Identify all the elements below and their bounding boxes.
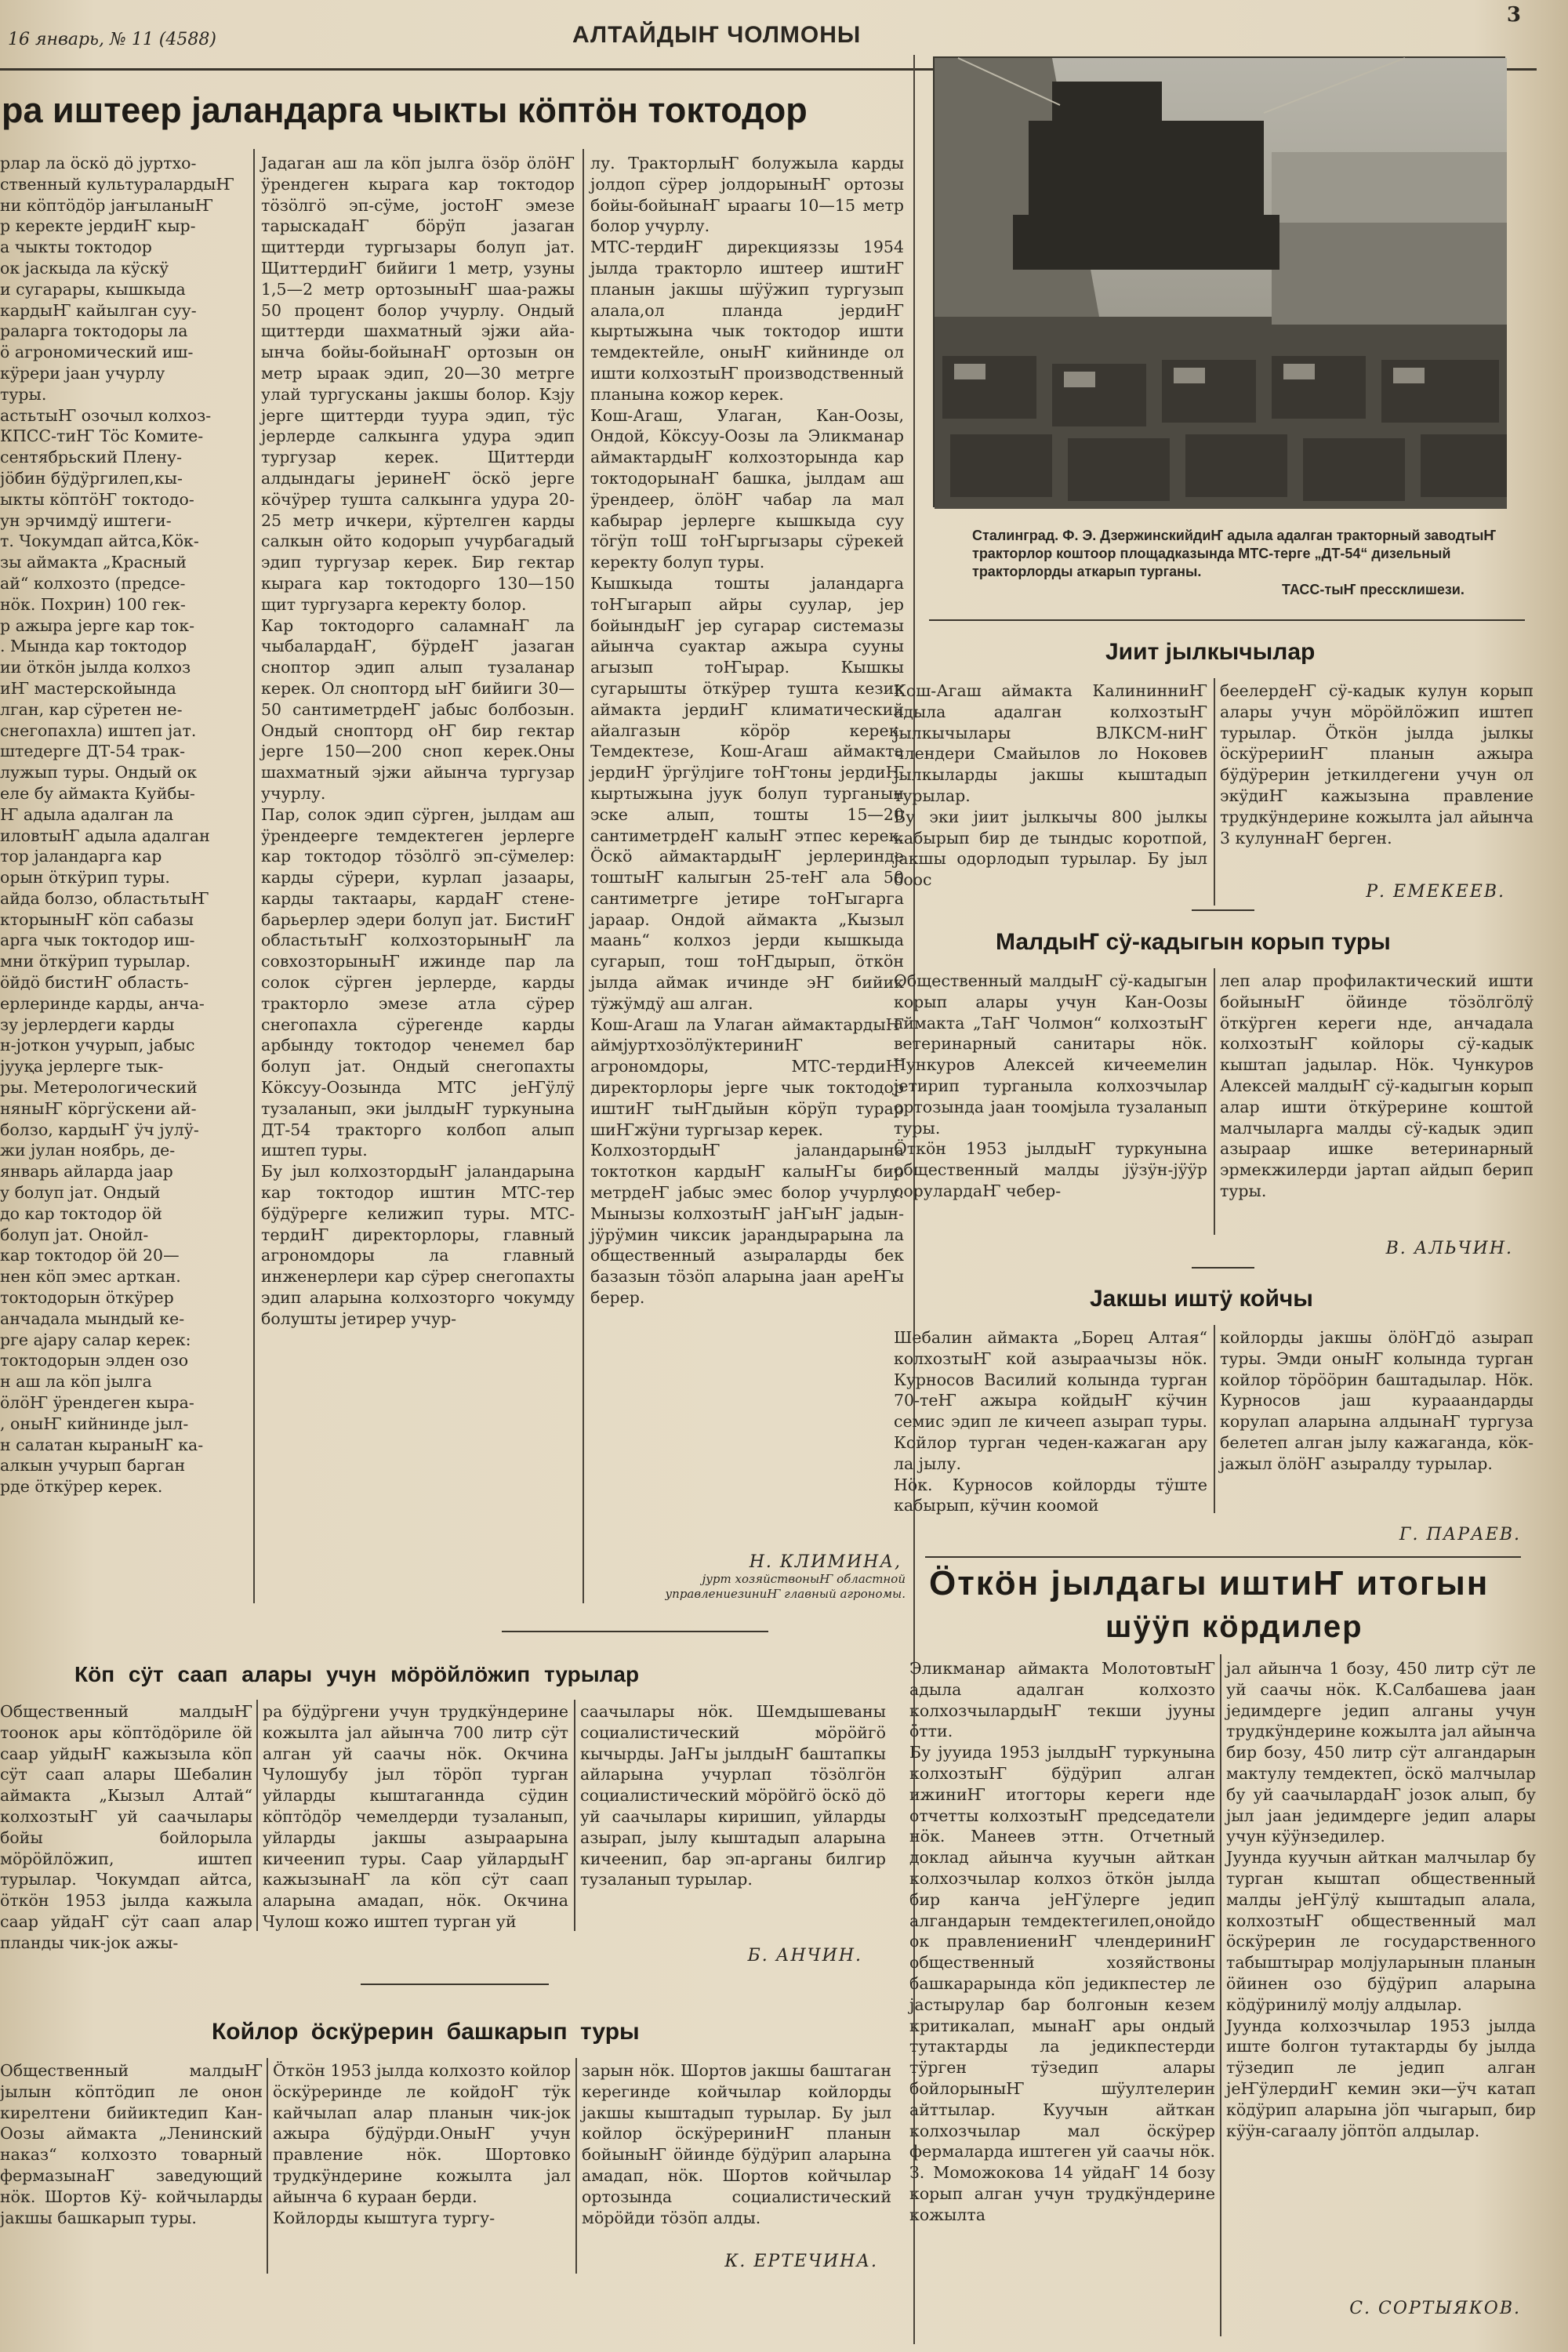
year-results-col1: Эликманар аймакта МолотовтыҤ адыла адалган колхозто колхозчылардыҤ текши јууны ӧтти. Бу јууида 1953 јылдыҤ туркунына колхозтыҤ бӱдӱрип алган ижиниҤ итогторы кереги нде отчетты колхозтыҤ председатели нӧк. Манеев эттн. Отчетный доклад айынча куучын айткан колхозчылар колхоз ӧткӧн јылда бир канча јеҤӱлерге једип алгандарын темдектегилеп,онойдо ок правлениениҤ члендериниҤ общественный хозяйствоны башкарарында кӧп једикпестер ле јастырулар бар болгонын кезем критикалап, мынаҤ ары ондый тутактарды ла једикпестерди тӱрген тӱзедип алары бойлорыныҤ шӱултелерин айттылар. Куучын айткан колхозчылар мал ӧскӱрер фермаларда иштеген уй саачы нӧк. З. Моможокова 14 уйдаҤ 14 бозу корып алган учун трудкӱндерине кожылта — [909, 1659, 1215, 2224]
livestock-health-col1: Общественный малдыҤ сӱ-кадыгын корып алары учун Кан-Оозы аймакта „ТаҤ Чолмон“ колхозтыҤ ветеринарный санитары нӧк. Чункуров Алексей кичеемелин јетирип турганыла колхозчылар ортозында јаан тоомјыла тузаланып туры. Ӧткӧн 1953 јылдыҤ туркунына общественный малды јӱзӱн-јӱӱр оорулардаҤ чебер- — [894, 971, 1207, 1200]
milk-competition-col1: Общественный малдыҤ тоонок ары кӧптӧдӧриле ӧй саар уйдыҤ кажызыла кӧп сӱт саап алары Шебалин аймакта „Кызыл Алтай“ колхозтыҤ уй саачылары бойы бойлорыла мӧрӧйлӧжип, иштеп турылар. Чокумдап айтса, ӧткӧн 1953 јылда кажыла саар уйдаҤ сӱт саап алар планды чик-јок ажы- — [0, 1702, 252, 1952]
sheep-breeding-col2: Ӧткӧн 1953 јылда колхозто койлор ӧскӱреринде ле койдоҤ тӱк кайчылап алар планын чик-јок ажыра бӱдӱрди.ОныҤ учун правление нӧк. Шортовко трудкӱндерине кожылта јал айынча 6 кураан берди. Койлорды кыштуга тургу- — [273, 2061, 571, 2227]
young-herders-col1: Кош-Агаш аймакта КалининниҤ адыла адалган колхозтыҤ јылкычылары ВЛКСМ-ниҤ члендери Смайылов ло Ноковев јылкыларды јакшы кыштадып турылар. Бу эки јиит јылкычы 800 јылкы кабырып бир де тындыс коротпой, јакшы одорлодып турылар. Бу јыл боос — [894, 681, 1207, 890]
column-divider — [253, 149, 255, 1603]
main-headline: ра иштеер јаландарга чыкты кӧптӧн токтодор — [2, 90, 808, 130]
column-divider — [575, 2058, 577, 2274]
main-article-signature: Н. КЛИМИНА, — [749, 1552, 902, 1572]
column-divider — [1214, 968, 1215, 1235]
young-herders-headline: Јиит јылкычылар — [1105, 639, 1316, 665]
sheep-breeding-col3: зарын нӧк. Шортов јакшы баштаган керегинде койчылар койлорды јакшы кыштадып турылар. Бу јыл койлор ӧскӱрериниҤ планын бойыныҤ ӧйинде бӱдӱрип аларына амадап, нӧк. Шортов койчылар ортозында социалистический мӧрӧйди тӧзӧп алды. — [582, 2061, 891, 2227]
tractor-photo-illustration — [935, 58, 1507, 509]
year-results-headline-line1: Ӧткӧн јылдагы иштиҤ итогын — [929, 1564, 1490, 1602]
column-divider — [1214, 1325, 1215, 1513]
sheep-breeding-signature: К. ЕРТЕЧИНА. — [724, 2252, 878, 2271]
milk-competition-headline: Кӧп сӱт саап алары учун мӧрӧйлӧжип турылар — [74, 1662, 640, 1686]
good-shepherd-headline: Јакшы иштӱ койчы — [1090, 1286, 1313, 1312]
column-divider — [1214, 678, 1215, 906]
main-article-col2: Јадаган аш ла кӧп јылга ӧзӧр ӧлӧҤ ӱрендеген кырага кар токтодор тӧзӧлгӧ эп-сӱме, јостоҤ эмезе тарыскадаҤ бӧрӱп јазаган щиттерди тургызары болуп јат. ЩиттердиҤ бийиги 1 метр, узуны 1,5—2 метр ортозыныҤ шаа-ражы 50 процент болор учурлу. Ондый щиттерди шахматный эјжи айа-ынча бойы-бойынаҤ ортозын он метр ыраак эдип, 20—30 метрге улай тургусканы јакшы болор. Кзју јерге щиттерди туура эдип, тӱс јерлерде салкынга удура эдип тургузар керек. Щиттерди алдындагы јеринеҤ ӧскӧ јерге кӧчӱрер тушта салкынга удура 20-25 метр ичкери, кӱртелген карды салкын ойто кодорып учурбагадый эдип тургузар керек. Бир гектар кырага кар токтодорго 130—150 щит тургузарга керекту болор. Кар токтодорго саламнаҤ ла чыбалардаҤ, бӱрдеҤ јазаган сноптор эдип алып тузаланар керек. Ол снопторд ыҤ бийиги 30—50 сантиметрдеҤ јабыс болбозын. Ондый снопторд оҤ бир гектар јерге 150—200 сноп керек.Оны шахматный эјжи айынча тургузар учурлу. Пар, солок эдип сӱрген, јылдам аш ӱрендеерге темдектеген јерлерге кар токтодор тӧзӧлгӧ эп-сӱмелер: карды сӱрери, курлап јазаары, карды тактаары, кардаҤ стене-барьерлер эдери болуп јат. БистиҤ областьтыҤ колхозторыныҤ ла совхозторыныҤ ижинде пар ла солок сӱрген јерлерде, карды тракторло эмезе атла сӱрер снегопахла сӱрегенде карды арбынду токтодор ченемел бар болуп јат. Ондый снегопахты Кӧксуу-Оозында МТС јеҤӱлӱ тузаланып, эки јылдыҤ туркунына ДТ-54 тракторго колбоп алып иштеп туры. Бу јыл колхозтордыҤ јаландарына кар токтодор иштин МТС-тер бӱдӱрерге келижип туры. МТС-тердиҤ директорлоры, главный агрономдоры ла главный инженерлери кар сӱрер снегопахты эдип аларына колхозторго чокумду болушты јетирер учур- — [261, 154, 575, 1328]
good-shepherd-col1: Шебалин аймакта „Борец Алтая“ колхозтыҤ кой азыраачызы нӧк. Курносов Василий колында турган 70-теҤ ажыра койдыҤ кӱчин семис эдип ле кичееп азырап туры. Койлор турган чеден-кажаган ару ла јылу. Нӧк. Курносов койлорды тӱште кабырып, кӱчин коомой — [894, 1328, 1207, 1515]
photo-credit: ТАСС-тыҤ прессклишези. — [1282, 582, 1465, 597]
section-divider — [502, 1631, 768, 1632]
year-results-signature: С. СОРТЫЯКОВ. — [1349, 2299, 1521, 2318]
livestock-health-signature: В. АЛЬЧИН. — [1385, 1239, 1513, 1258]
main-article-col1: рлар ла ӧскӧ дӧ јуртхо- ственный культуралардыҤ ни кӧптӧдӧр јаҥыланыҤ р керекте јердиҤ кыр- а чыкты токтодор ок јаскыда ла кӱскӱ и сугарары, кышкыда кардыҤ кайылган суу- раларга токтодоры ла ӧ агрономический иш- кӱрери јаан учурлу туры. астьтыҤ озочыл колхоз- КПСС-тиҤ Тӧс Комите- сентябрьский Плену- јӧбин бӱдӱргилеп,кы- ыкты кӧптӧҤ токтодо- ун эрчимдӱ иштеги- т. Чокумдап айтса,Кӧк- зы аймакта „Красный ай“ колхозто (предсе- нӧк. Похрин) 100 гек- р ажыра јерге кар ток- . Мында кар токтодор ии ӧткӧн јылда колхоз иҤ мастерскойында лган, кар сӱретен не- снегопахла) иштеп јат. штедерге ДТ-54 трак- лужып туры. Ондый ок еле бу аймакта Куйбы- Ҥ адыла адалган ла иловтыҤ адыла адалган тор јаландарга кар орын ӧткӱрип туры. айда болзо, областьтыҤ кторыныҤ кӧп сабазы арга чык токтодор иш- мни ӧткӱрип турылар. ӧйдӧ бистиҤ область- ерлеринде карды, анча- зу јерлердеги карды н-јоткон учурып, јабыс јууқа јерлерге тык- ры. Метерологический няныҤ кӧргӱскени ай- болзо, кардыҤ ӱч јулӱ- жи јулан ноябрь, де- январь айларда јаар у болуп јат. Ондый до кар токтодор ӧй болуп јат. Онойл- кар токтодор ӧй 20— нен кӧп эмес арткан. токтодорын ӧткӱрер анчадала мындый ке- рге ајару салар керек: токтодорын элден озо н аш ла кӧп јылга ӧлӧҤ ӱрендеген кыра- , оныҤ кийнинде јыл- н салатан кыраныҤ ка- алкын учурып барган рде ӧткӱрер керек. — [0, 154, 234, 1497]
column-divider — [256, 1700, 258, 1931]
column-divider — [574, 1700, 575, 1931]
column-divider — [1220, 1654, 1221, 2336]
column-divider — [583, 149, 584, 1603]
section-divider — [1192, 1267, 1254, 1269]
main-article-signature-note: јурт хозяйствоныҤ областной управлениезиниҤ главный агрономы. — [665, 1572, 906, 1601]
young-herders-col2: беелердеҤ сӱ-кадык кулун корып алары учун мӧрӧйлӧжип иштеп турылар. Ӧткӧн јылда јылкы ӧскӱрерииҤ планын ажыра бӱдӱрерин јеткилдегени учун ол экӱдиҤ кажызына правление трудкӱндерине кожылта јал айынча 3 кулуннаҤ берген. — [1220, 681, 1534, 848]
year-results-col2: јал айынча 1 бозу, 450 литр сӱт ле уй саачы нӧк. К.Салбашева јаан једимдерге једип алганы учун трудкӱндерине кожылта јал айынча бир бозу, 450 литр сӱт алгандарын мактулу темдектеп, ӧскӧ малчылар бу уй саачылардаҤ јозок алып, бу јыл јаан једимдерге једип алары учун кӱӱнзедилер. Јуунда куучын айткан малчылар бу турган кыштап общественный малды јеҤӱлӱ кыштадып алала, колхозтыҤ общественный мал ӧскӱрерин ле государственного табыштырар молјуларынын планын ӧйинен озо бӱдӱрип аларына кӧдӱринилӱ молју алдылар. Јуунда колхозчылар 1953 јылда иште болгон тутактарды бу јылда тӱзедип ле једип алган јеҤӱлердиҤ кемин эки—ӱч катап кӧдӱрип аларына јӧп чыгарып, бир кӱӱн-сагаалу јӧптӧп алдылар. — [1226, 1659, 1536, 2140]
livestock-health-headline: МалдыҤ сӱ-кадыгын корып туры — [996, 929, 1391, 955]
tractor-factory-photo — [933, 56, 1505, 507]
issue-date: 16 январь, № 11 (4588) — [8, 30, 216, 49]
section-divider — [929, 619, 1525, 621]
good-shepherd-signature: Г. ПАРАЕВ. — [1399, 1525, 1521, 1544]
section-divider — [925, 1556, 1521, 1558]
good-shepherd-col2: койлорды јакшы ӧлӧҤдӧ азырап туры. Эмди оныҤ колында турган койлор тӧрӧӧрин баштадылар. Нӧк. Курносов јаш курааандарды корулап аларына алдынаҤ тургуза белетеп алган јылу кажаганда, кӧк-јажыл ӧлӧҤ азыралду турылар. — [1220, 1328, 1534, 1473]
livestock-health-col2: леп алар профилактический ишти бойыныҤ ӧйинде тӧзӧлгӧлӱ ӧткӱрген кереги нде, анчадала колхозтыҤ койлоры сӱ-кадык кыштап јадылар. Нӧк. Чункуров Алексей малдыҤ сӱ-кадыгын корып алар ишти ӧткӱрерине коштой малчыларга малды сӱ-кадык эдип азыраар ишке ветеринарный эрмекжилерди јартап айдып берип туры. — [1220, 971, 1534, 1200]
section-divider — [1192, 909, 1254, 911]
young-herders-signature: Р. ЕМЕКЕЕВ. — [1366, 882, 1505, 902]
sheep-breeding-col1: Общественный малдыҤ јылын кӧптӧдип ле онон кирелтени бийиктедип Кан-Оозы аймакта „Ленинский наказ“ колхозто товарный фермазынаҤ заведующий нӧк. Шортов Кӱ- койчыларды јакшы башкарып туры. — [0, 2061, 263, 2227]
page-number: 3 — [1506, 3, 1521, 27]
photo-caption: Сталинград. Ф. Э. ДзержинскийдиҤ адыла адалган тракторный заводтыҤ тракторлор коштоор площадказында МТС-терге „ДТ-54“ дизельный тракторлорды аткарып турганы. — [972, 528, 1497, 579]
main-article-col3: лу. ТракторлыҤ болужыла карды јолдоп сӱрер јолдорыныҤ ортозы бойы-бойынаҤ ыраагы 10—15 метр болор учурлу. МТС-тердиҤ дирекцияззы 1954 јылда тракторло иштеер иштиҤ планын јакшы шӱӱжип тургузып алала,ол планда јердиҤ кыртыжына чык токтодор ишти темдектейле, оныҤ кийнинде ол ишти колхозтыҤ производственный планына кожор керек. Кош-Агаш, Улаган, Кан-Оозы, Ондой, Кӧксуу-Оозы ла Эликманар аймактардыҤ колхозторында кар токтодорынаҤ башка, јылдам аш ӱрендеер, ӧлӧҤ чабар ла мал кабырар јерлерге кышкыда суу тӧгӱп тоШ тоҤыргызары сӱрекей керекту болуп туры. Кышкыда тошты јаландарга тоҤыгарып айры суулар, јер бойындыҤ јер сугарар системазы айынча суактар ажыра сууны агызып тоҤырар. Кышкы сугарышты ӧткӱрер тушта кезик аймакта јердиҤ климатический айалгазын кӧрӧр керек. Темдектезе, Кош-Агаш аймакта јердиҤ ӱргӱлјиге тоҤтоны јердиҤ кыртыжына јуук болуп турганын эске алып, тошты 15—20 сантиметрдеҤ калыҤ этпес керек. Ӧскӧ аймактардыҤ јерлеринде тоштыҤ калыгын 25-теҤ ала 50 сантиметрге јетире тоҤыгарга јараар. Ондой аймакта „Кызыл маань“ колхоз јерди кышкыда сугарып, тош тоҤдырып, ӧткӧн јылда аймак ичинде эҤ бийик тӱжӱмдӱ аш алган. Кош-Агаш ла Улаган аймактардыҤ аймјуртхозӧлӱктериниҤ агрономдоры, МТС-тердиҤ директорлоры јерге чык токтодор иштиҤ тыҤдыйын кӧрӱп турар шиҤжӱни тургызар керек. КолхозтордыҤ јаландарына токтоткон кардыҤ калыҤы бир метрдеҤ јабыс эмес болор учурлу. Мынызы колхозтыҤ јаҤыҤ јадын-јӱрӱмин чиксик јарандырарына ла общественный азыраларды бек базазын тӧзӧп аларына јаан ареҤы берер. — [590, 154, 904, 1308]
column-divider — [267, 2058, 268, 2274]
section-divider — [361, 1984, 549, 1985]
milk-competition-col3: саачылары нӧк. Шемдышеваны социалистический мӧрӧйгӧ кычырды. ЈаҤы јылдыҤ баштапкы айларына учурлап тӧзӧлгӧн социалистический мӧрӧйгӧ ӧскӧ дӧ уй саачылары киришип, уйларды азырап, јылу кыштадып аларына кичеенип, бар эп-арганы билгир тузаланып турылар. — [580, 1702, 886, 1889]
milk-competition-signature: Б. АНЧИН. — [747, 1946, 862, 1965]
sheep-breeding-headline: Койлор ӧскӱрерин башкарып туры — [212, 2019, 640, 2045]
year-results-headline-line2: шӱӱп кӧрдилер — [1105, 1610, 1363, 1644]
newspaper-name: АЛТАЙДЫҤ ЧОЛМОНЫ — [572, 22, 862, 48]
milk-competition-col2: ра бӱдӱргени учун трудкӱндерине кожылта јал айынча 700 литр сӱт алган уй саачы нӧк. Окчина Чулошубу јыл тӧрӧп турган уйларды кыштаганнда сӱдин кӧптӧдӧр чемелдерди тузаланып, уйларды јакшы азыраарына кичеенип туры. Саар уйлардыҤ кажызынаҤ ла кӧп сӱт саап аларына амадап, нӧк. Окчина Чулош кожо иштеп турган уй — [263, 1702, 568, 1931]
